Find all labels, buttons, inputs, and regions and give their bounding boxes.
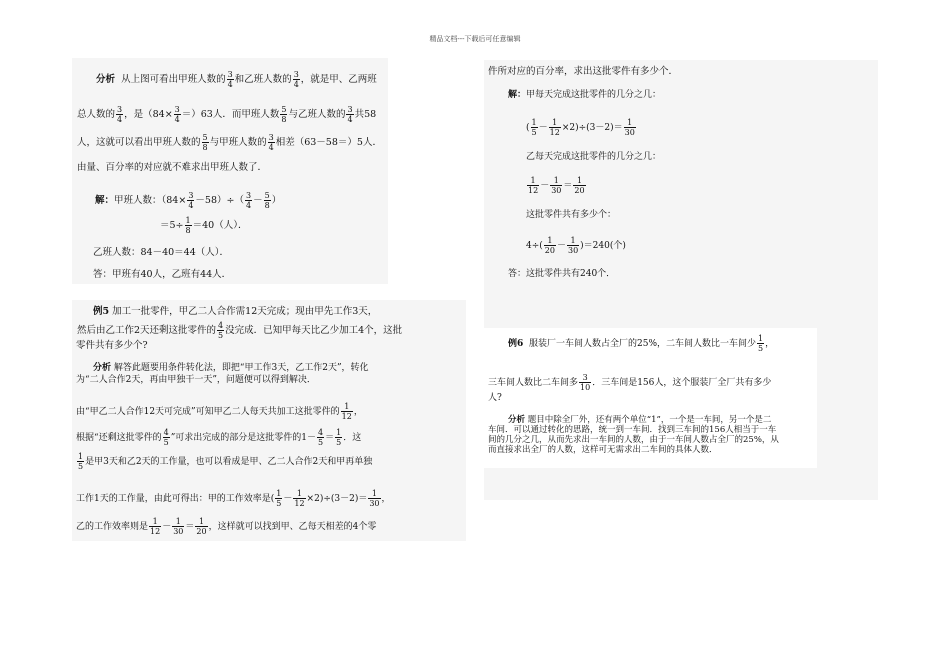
- analysis6-line-2: 车间．可以通过转化的思路，统一到一车间．找到三车间的156人相当于一车: [488, 425, 777, 435]
- fraction: $\frac{1}{20}$: [196, 517, 207, 536]
- analysis5-line-5: [76, 452, 372, 471]
- example5-line-2: [77, 321, 402, 340]
- solution-label: 解：: [95, 195, 115, 206]
- text: ＝）63人．而甲班人数: [181, 109, 280, 120]
- fraction: $\frac{4}{5}$: [163, 428, 169, 447]
- fraction: $\frac{5}{8}$: [264, 191, 270, 210]
- fraction: $\frac{3}{4}$: [188, 191, 194, 210]
- fraction: $\frac{1}{30}$: [624, 118, 635, 137]
- fraction: $\frac{1}{5}$: [276, 489, 282, 508]
- right-line-0: 件所对应的百分率，求出这批零件有多少个．: [488, 66, 679, 77]
- example6-line-2: [488, 373, 771, 392]
- text: 4÷(: [526, 241, 543, 251]
- text: －: [283, 494, 293, 504]
- text: ×2)÷(3－2)＝: [306, 494, 368, 504]
- text: 解答此题要用条件转化法，即把“甲工作3天，乙工作2天”，转化: [113, 363, 369, 373]
- page-header: 精品文档---下载后可任意编辑: [429, 35, 521, 43]
- text: －: [162, 522, 172, 532]
- right-solution-line-3: 乙每天完成这批零件的几分之几：: [526, 152, 662, 162]
- text: ．三车间是156人，这个服装厂全厂共有多少: [592, 378, 772, 388]
- text: －: [556, 241, 566, 251]
- right-solution-line-4: [526, 176, 587, 195]
- text: 由“甲乙二人合作12天可完成”可知甲乙二人每天共加工这批零件的: [76, 407, 340, 417]
- text: 甲班人数：（84×: [114, 195, 187, 206]
- text: ，: [353, 407, 363, 417]
- text: －58）÷（: [195, 195, 244, 206]
- fraction: $\frac{1}{20}$: [544, 236, 555, 255]
- text: (: [526, 123, 530, 133]
- fraction: $\frac{1}{12}$: [528, 176, 539, 195]
- fraction: $\frac{3}{4}$: [293, 70, 299, 89]
- text: 服装厂一车间人数占全厂的25%，二车间人数比一车间少: [529, 339, 757, 349]
- analysis5-line-7: [76, 517, 376, 536]
- text: －: [253, 195, 263, 206]
- fraction: $\frac{1}{30}$: [567, 236, 579, 255]
- fraction: $\frac{3}{4}$: [245, 191, 252, 210]
- analysis-label: 分析: [93, 363, 112, 373]
- right-answer-line: 答：这批零件共有240个．: [508, 269, 616, 279]
- analysis-line-2: [77, 105, 376, 124]
- text: ＝5÷: [160, 220, 184, 231]
- text: 人，这就可以看出甲班人数的: [77, 137, 201, 148]
- text: 总人数的: [77, 109, 116, 120]
- text: ＝: [185, 522, 195, 532]
- fraction: $\frac{3}{4}$: [117, 105, 123, 124]
- fraction: $\frac{1}{5}$: [78, 452, 84, 471]
- text: ”可求出完成的部分是这批零件的1－: [170, 433, 317, 443]
- text: 乙的工作效率则是: [76, 522, 149, 532]
- right-solution-line-1: [508, 89, 661, 101]
- text: ＝: [325, 433, 335, 443]
- analysis-line-3: [77, 133, 382, 152]
- text: 没完成．已知甲每天比乙少加工4个，这批: [225, 325, 403, 336]
- text: 然后由乙工作2天还剩这批零件的: [77, 325, 217, 336]
- text: 工作1天的工作量，由此可得出：甲的工作效率是(: [76, 494, 275, 504]
- analysis5-line-1: [93, 362, 369, 374]
- example6-line-3: 人?: [488, 393, 502, 403]
- example5-line-1: [93, 306, 377, 318]
- text: －: [540, 181, 550, 191]
- text: 与乙班人数的: [288, 109, 346, 120]
- text: 从上图可看出甲班人数的: [121, 74, 226, 85]
- fraction: $\frac{1}{12}$: [150, 517, 161, 536]
- text: ，: [765, 339, 775, 349]
- fraction: $\frac{3}{10}$: [580, 373, 591, 392]
- analysis5-line-2: 为“二人合作2天，再由甲独干一天”，问题便可以得到解决．: [76, 375, 316, 385]
- example6-line-1: [508, 334, 774, 353]
- text: 加工一批零件，甲乙二人合作需12天完成；现由甲先工作3天，: [112, 306, 378, 317]
- example-label: 例5: [93, 306, 110, 317]
- analysis5-line-4: [76, 428, 361, 447]
- right-solution-line-2: [526, 118, 637, 137]
- text: ＝: [563, 181, 573, 191]
- solution-line-2: [160, 216, 247, 235]
- example5-line-3: 零件共有多少个?: [76, 340, 148, 351]
- text: ×2)÷(3－2)＝: [561, 123, 623, 133]
- text: 共58: [354, 109, 377, 120]
- text: ，: [381, 494, 391, 504]
- text: ，是（84×: [124, 109, 173, 120]
- fraction: $\frac{1}{30}$: [369, 489, 380, 508]
- fraction: $\frac{1}{30}$: [173, 517, 184, 536]
- fraction: $\frac{1}{12}$: [294, 489, 305, 508]
- text: ，这样就可以找到甲、乙每天相差的4个零: [208, 522, 377, 532]
- analysis6-line-4: 而直接求出全厂的人数，这样可无需求出二车间的具体人数．: [488, 445, 718, 455]
- text: 根据“还剩这批零件的: [76, 433, 162, 443]
- text: ＝40（人）．: [192, 220, 248, 231]
- solution-label: 解：: [508, 90, 527, 100]
- fraction: $\frac{1}{20}$: [574, 176, 585, 195]
- fraction: $\frac{4}{5}$: [318, 428, 324, 447]
- analysis5-line-6: [76, 489, 391, 508]
- fraction: $\frac{1}{8}$: [185, 216, 191, 235]
- text: 题目中除全厂外，还有两个单位“1”，一个是一车间，另一个是二: [527, 415, 772, 425]
- text: 甲每天完成这批零件的几分之几：: [526, 90, 662, 100]
- analysis-label: 分析: [508, 415, 526, 425]
- fraction: $\frac{3}{4}$: [268, 133, 274, 152]
- example-label: 例6: [508, 339, 524, 349]
- text: 是甲3天和乙2天的工作量，也可以看成是甲、乙二人合作2天和甲再单独: [85, 457, 373, 467]
- analysis-line-4: 由量、百分率的对应就不难求出甲班人数了．: [77, 162, 268, 173]
- fraction: $\frac{1}{5}$: [531, 118, 537, 137]
- fraction: $\frac{3}{4}$: [174, 105, 180, 124]
- text: ）: [271, 195, 282, 206]
- fraction: $\frac{1}{30}$: [551, 176, 562, 195]
- text: －: [538, 123, 548, 133]
- fraction: $\frac{5}{8}$: [202, 133, 208, 152]
- analysis-label: 分析: [96, 74, 116, 85]
- fraction: $\frac{3}{4}$: [227, 70, 233, 89]
- fraction: $\frac{4}{5}$: [218, 321, 224, 340]
- text: 相差（63－58＝）5人．: [275, 137, 382, 148]
- text: 与甲班人数的: [209, 137, 267, 148]
- text: )＝240(个): [580, 241, 626, 251]
- fraction: $\frac{1}{12}$: [341, 402, 352, 421]
- fraction: $\frac{3}{4}$: [347, 105, 353, 124]
- text: 和乙班人数的: [234, 74, 292, 85]
- fraction: $\frac{1}{5}$: [758, 334, 764, 353]
- analysis6-line-3: 间的几分之几，从而先求出一车间的人数，由于一车间人数占全厂的25%，从: [488, 435, 779, 445]
- solution-line-1: [95, 191, 281, 210]
- right-solution-line-5: 这批零件共有多少个：: [526, 210, 617, 220]
- analysis5-line-3: [76, 402, 363, 421]
- solution-line-3: 乙班人数：84－40＝44（人）．: [93, 247, 230, 258]
- fraction: $\frac{1}{12}$: [549, 118, 560, 137]
- text: ，就是甲、乙两班: [300, 74, 377, 85]
- text: ．这: [343, 433, 362, 443]
- analysis-line-1: [96, 70, 377, 89]
- answer-line: 答：甲班有40人，乙班有44人．: [93, 269, 232, 280]
- fraction: $\frac{1}{5}$: [336, 428, 342, 447]
- text: 三车间人数比二车间多: [488, 378, 579, 388]
- right-solution-line-6: [526, 236, 626, 255]
- fraction: $\frac{5}{8}$: [281, 105, 287, 124]
